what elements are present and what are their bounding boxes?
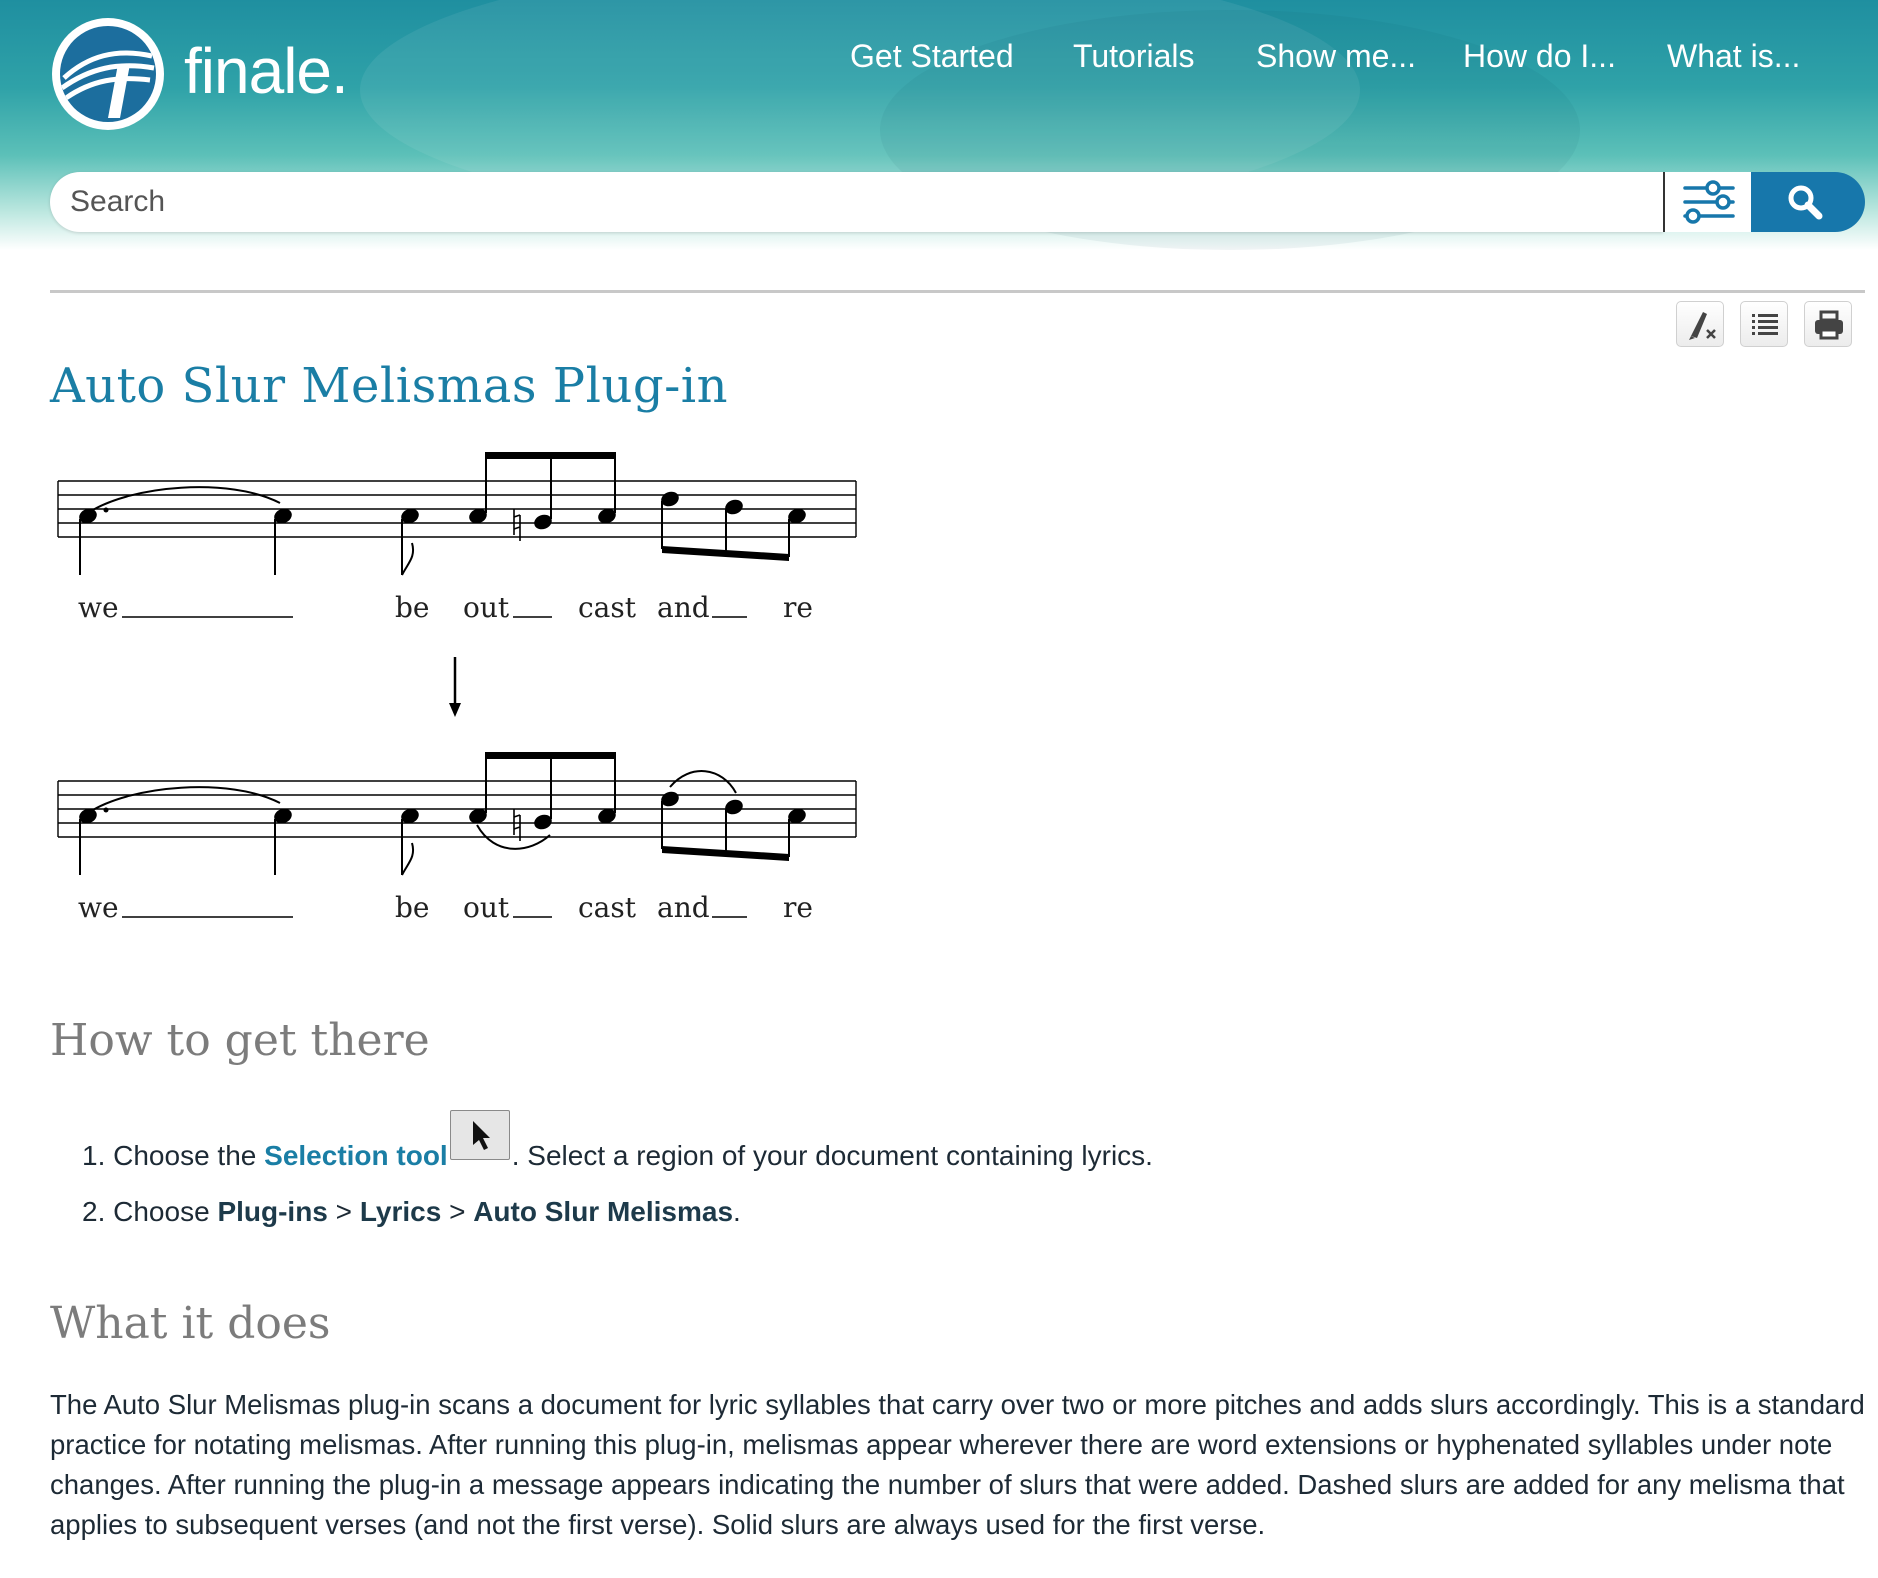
step-text: . [733, 1196, 741, 1227]
arrow-down-icon [449, 657, 461, 717]
lyric-syllable: we [78, 591, 119, 624]
toc-button[interactable] [1740, 301, 1788, 347]
lyric-syllable: cast [578, 591, 636, 624]
step-text: . Select a region of your document containing lyrics. [511, 1140, 1153, 1171]
how-to-heading: How to get there [50, 1015, 430, 1066]
step-1 [82, 1124, 1153, 1174]
lyric-syllable: re [783, 591, 813, 624]
what-it-does-heading: What it does [50, 1298, 331, 1349]
music-staff-before [58, 452, 856, 624]
step-2 [82, 1196, 741, 1228]
menu-plug-ins: Plug-ins [217, 1196, 328, 1227]
search-button[interactable] [1751, 172, 1865, 232]
description-paragraph: The Auto Slur Melismas plug-in scans a document for lyric syllables that carry over two or more pitches and adds slurs accordingly. This is a standard practice for notating melismas. After running this plug-in, melismas appear wherever there are word extensions or hyphenated syllables under note changes. After running the plug-in a message appears indicating the number of slurs that were added. Dashed slurs are added for any melisma that applies to subsequent verses (and not the first verse). Solid slurs are always used for the first verse. [50, 1389, 1865, 1540]
finale-logo-icon[interactable] [52, 18, 164, 130]
selection-tool-link[interactable]: Selection tool [264, 1140, 448, 1171]
brand-name[interactable]: finale. [184, 35, 348, 107]
page-title: Auto Slur Melismas Plug-in [50, 358, 729, 414]
search-bar [50, 172, 1663, 232]
lyric-syllable: and [657, 891, 710, 924]
lyric-syllable: we [78, 891, 119, 924]
menu-separator: > [335, 1196, 353, 1227]
nav-tutorials[interactable]: Tutorials [1073, 38, 1195, 74]
nav-what-is[interactable]: What is... [1667, 38, 1801, 74]
nav-how-do-i[interactable]: How do I... [1463, 38, 1616, 74]
list-icon [1741, 302, 1789, 348]
step-text: Choose [113, 1196, 210, 1227]
menu-auto-slur-melismas: Auto Slur Melismas [473, 1196, 734, 1227]
menu-lyrics: Lyrics [359, 1196, 442, 1227]
clear-highlight-icon [1677, 302, 1725, 348]
melisma-example-figure [50, 445, 870, 945]
lyric-syllable: out [463, 591, 510, 624]
step-number: 2. [82, 1196, 106, 1227]
lyric-syllable: and [657, 591, 710, 624]
search-input[interactable] [70, 180, 1620, 224]
divider [50, 290, 1865, 293]
lyric-syllable: be [395, 591, 430, 624]
lyric-syllable: cast [578, 891, 636, 924]
nav-show-me[interactable]: Show me... [1256, 38, 1417, 74]
search-filter-button[interactable] [1663, 172, 1751, 232]
music-staff-after [58, 752, 856, 924]
step-number: 1. [82, 1140, 106, 1171]
filter-sliders-icon [1665, 172, 1753, 232]
nav-get-started[interactable]: Get Started [850, 38, 1014, 74]
lyric-syllable: out [463, 891, 510, 924]
menu-separator: > [449, 1196, 466, 1227]
print-icon [1805, 302, 1853, 348]
lyric-syllable: be [395, 891, 430, 924]
clear-highlight-button[interactable] [1676, 301, 1724, 347]
search-icon [1751, 172, 1865, 232]
selection-tool-icon [450, 1110, 510, 1160]
lyric-syllable: re [783, 891, 813, 924]
print-button[interactable] [1804, 301, 1852, 347]
step-text: Choose the [113, 1140, 257, 1171]
